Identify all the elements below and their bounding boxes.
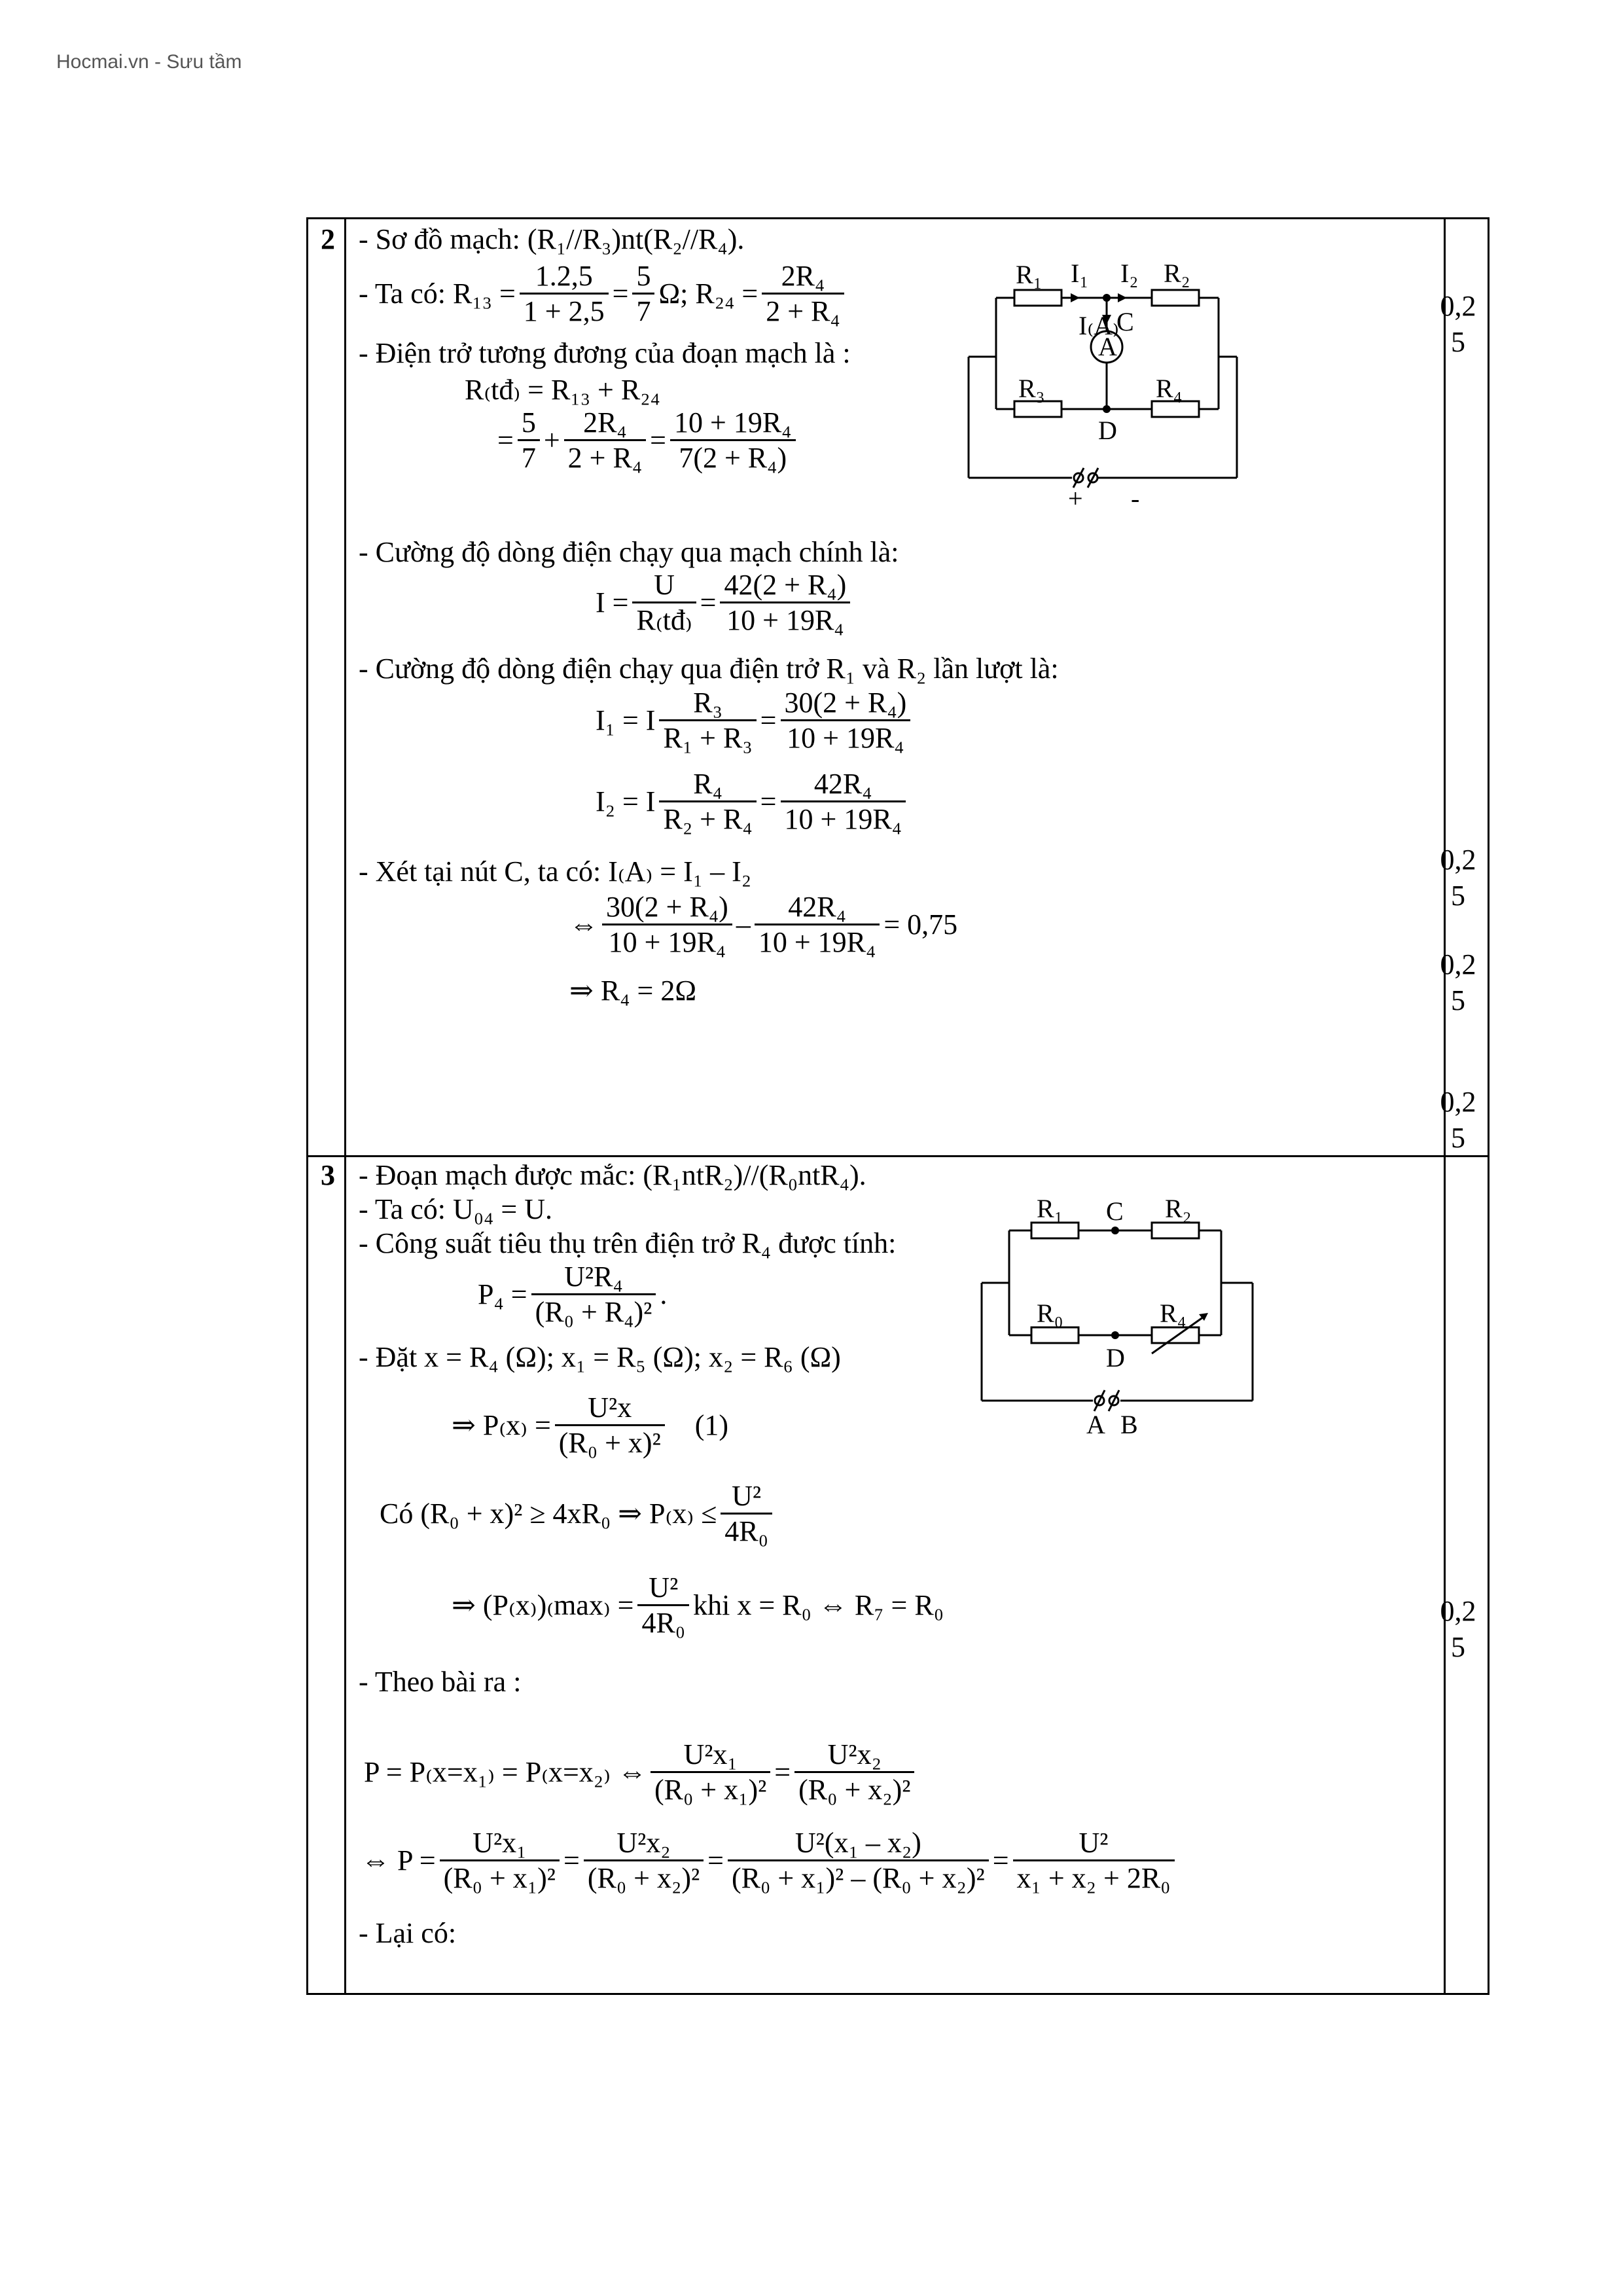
q2-c-num2: 42R₄	[755, 890, 880, 925]
q2-circuit-description: - Sơ đồ mạch: (R₁//R₃)nt(R₂//R₄).	[359, 223, 745, 255]
q3-c-r2-label: R₂	[1165, 1194, 1192, 1223]
q3-p-den2: (R₀ + x₂)²	[798, 1774, 911, 1806]
q3-p2-frac3	[728, 1826, 989, 1895]
q3-p-lhs: P = P₍x=x₁₎ = P₍x=x₂₎ ⇔	[364, 1756, 647, 1788]
q2-rtd-result-num: 10 + 19R₄	[670, 406, 796, 441]
q2-i2-equation	[596, 767, 910, 836]
q3-p2-lhs: ⇔ P =	[361, 1844, 436, 1876]
q2-rtd-expression	[497, 406, 800, 475]
q2-c-frac1	[602, 890, 732, 959]
q2-i-den2: 10 + 19R₄	[726, 604, 844, 636]
q2-r13-label: - Ta có: R₁₃ =	[359, 278, 516, 310]
q2-r13-den: 1 + 2,5	[523, 295, 605, 327]
q2-c-minus-label: -	[1131, 484, 1140, 507]
source-header: Hocmai.vn - Sưu tầm	[56, 51, 242, 73]
q3-c-terminal-b: B	[1120, 1410, 1138, 1439]
q2-rtd-eq: =	[497, 424, 514, 456]
q3-p4-num: U²R₄	[531, 1260, 656, 1295]
q2-c-den1: 10 + 19R₄	[608, 926, 726, 958]
q2-rtd-eq2: =	[650, 424, 666, 456]
q2-i2-frac1	[659, 767, 756, 836]
q2-i1-den1: R₁ + R₃	[663, 722, 753, 754]
q3-lai-co: - Lại có:	[359, 1917, 457, 1949]
q2-iff: ⇔	[569, 908, 598, 941]
q2-i1-frac1	[659, 686, 756, 755]
q2-c-node-c-label: C	[1116, 307, 1134, 336]
q2-i-eq: =	[700, 586, 717, 619]
q2-node-c-text: - Xét tại nút C, ta có: I₍A₎ = I₁ – I₂	[359, 855, 752, 888]
q3-circuit-description: - Đoạn mạch được mắc: (R₁ntR₂)//(R₀ntR₄).	[359, 1159, 866, 1191]
q3-px-equation	[452, 1391, 728, 1460]
q3-theo-bai-ra: - Theo bài ra :	[359, 1666, 522, 1698]
q2-rtd-sum: R₍tđ₎ = R₁₃ + R₂₄	[465, 374, 660, 406]
q3-px-frac	[555, 1391, 665, 1460]
q2-r24-fraction	[762, 259, 844, 328]
q3-p2-eq2: =	[707, 1844, 724, 1876]
question-2-number: 2	[321, 223, 335, 255]
q3-max-num: U²	[637, 1571, 689, 1606]
q2-i2-den2: 10 + 19R₄	[784, 803, 902, 835]
q3-p4-lhs: P₄ =	[478, 1278, 527, 1310]
q3-circuit-diagram	[975, 1191, 1276, 1460]
q3-inequality-frac	[721, 1479, 772, 1548]
score-q2-c: 0,2 5	[1440, 948, 1476, 1016]
q2-i2-lhs: I₂ = I	[596, 785, 656, 817]
q3-px-lhs: ⇒ P₍x₎ =	[452, 1409, 551, 1441]
q2-i-den1: R₍tđ₎	[636, 604, 692, 636]
q2-i-frac2	[720, 568, 850, 637]
score-q2-d: 0,2 5	[1440, 1086, 1476, 1154]
q3-variables-text: - Đặt x = R₄ (Ω); x₁ = R₅ (Ω); x₂ = R₆ (Ω)	[359, 1341, 841, 1373]
q2-rtd-result-den: 7(2 + R₄)	[679, 442, 787, 474]
q3-inequality	[380, 1479, 776, 1548]
solution-table	[306, 217, 1489, 1995]
score-q2-b: 0,2 5	[1440, 844, 1476, 912]
q3-max-rhs: khi x = R₀ ⇔ R₇ = R₀	[693, 1589, 944, 1621]
q2-i2-frac2	[781, 767, 906, 836]
q2-rtd-five: 5	[518, 406, 540, 441]
score-q2-a: 0,2 5	[1440, 290, 1476, 358]
q2-c-r2-label: R₂	[1164, 259, 1190, 288]
q2-five: 5	[632, 259, 654, 295]
q2-c-den2: 10 + 19R₄	[758, 926, 876, 958]
q3-px-tag: (1)	[694, 1409, 729, 1441]
q3-px-num: U²x	[555, 1391, 665, 1426]
q2-five-sevenths	[632, 259, 654, 328]
q2-main-current-text: - Cường độ dòng điện chạy qua mạch chính là:	[359, 536, 899, 568]
q2-i-lhs: I =	[596, 586, 629, 619]
q2-c-node-d-label: D	[1098, 416, 1117, 445]
q2-circuit-diagram	[955, 259, 1263, 507]
q3-p-den1: (R₀ + x₁)²	[654, 1774, 767, 1806]
q3-p2-den1: (R₀ + x₁)²	[443, 1862, 556, 1894]
q3-c-node-d-label: D	[1106, 1343, 1125, 1372]
q2-i1-equation	[596, 686, 914, 755]
q2-result: ⇒ R₄ = 2Ω	[569, 975, 697, 1007]
q3-p-chain-equation	[361, 1826, 1179, 1895]
q2-i-num1: U	[632, 568, 696, 603]
q2-c-i2-label: I₂	[1120, 259, 1139, 288]
q2-i1-den2: 10 + 19R₄	[787, 722, 904, 754]
q2-c-frac2	[755, 890, 880, 959]
q3-p-equation	[364, 1738, 918, 1806]
q3-c-r4-label: R₄	[1160, 1299, 1186, 1328]
q2-i-frac1	[632, 568, 696, 637]
q2-rtd-five-sevenths	[518, 406, 540, 475]
q2-node-c-equation	[569, 890, 957, 959]
q2-main-current-equation	[596, 568, 854, 637]
q2-i2-eq: =	[760, 785, 777, 817]
q2-i1-lhs: I₁ = I	[596, 704, 656, 736]
q2-r13-num: 1.2,5	[520, 259, 609, 295]
q2-c-plus-label: +	[1068, 484, 1083, 507]
q3-p4-frac	[531, 1260, 656, 1329]
q3-c-terminal-a: A	[1086, 1410, 1105, 1439]
q2-c-ammeter-label: A	[1098, 332, 1117, 361]
q2-rtd-seven: 7	[521, 442, 536, 474]
q2-i1-frac2	[781, 686, 911, 755]
q3-power-text: - Công suất tiêu thụ trên điện trở R₄ được tính:	[359, 1227, 897, 1259]
q2-rtd-r24-den: 2 + R₄	[567, 442, 643, 474]
q3-p-frac1	[651, 1738, 770, 1806]
q3-p-num1: U²x₁	[651, 1738, 770, 1773]
q2-r24-num: 2R₄	[762, 259, 844, 295]
q2-rtd-plus: +	[543, 424, 560, 456]
q2-rtd-r24-fraction	[564, 406, 647, 475]
q3-c-node-c-label: C	[1106, 1196, 1124, 1226]
q2-c-r4-label: R₄	[1156, 374, 1183, 403]
q3-c-r1-label: R₁	[1037, 1194, 1063, 1223]
q2-c-i1-label: I₁	[1071, 259, 1089, 288]
q3-voltage-text: - Ta có: U₀₄ = U.	[359, 1193, 552, 1225]
q3-p-frac2	[794, 1738, 914, 1806]
q3-inequality-text: Có (R₀ + x)² ≥ 4xR₀ ⇒ P₍x₎ ≤	[380, 1498, 717, 1530]
q3-max-den: 4R₀	[641, 1607, 686, 1639]
score-q3-a: 0,2 5	[1440, 1595, 1476, 1663]
q3-inequality-num: U²	[721, 1479, 772, 1515]
q2-r13-fraction	[520, 259, 609, 328]
q2-c-minus: –	[736, 908, 751, 941]
q2-i1-num1: R₃	[659, 686, 756, 721]
q2-rtd-r24-num: 2R₄	[564, 406, 647, 441]
q3-p2-num2: U²x₂	[584, 1826, 704, 1861]
question-3-number: 3	[321, 1159, 335, 1191]
q2-r24-den: 2 + R₄	[766, 295, 840, 327]
q3-p4-equation	[478, 1260, 667, 1329]
q3-p2-num1: U²x₁	[440, 1826, 560, 1861]
q2-c-r3-label: R₃	[1018, 374, 1045, 403]
q2-i1-eq: =	[760, 704, 777, 736]
q2-i2-num1: R₄	[659, 767, 756, 802]
q2-rtd-result-fraction	[670, 406, 796, 475]
q3-max-equation	[452, 1571, 944, 1640]
q3-max-lhs: ⇒ (P₍x₎)₍max₎ =	[452, 1589, 634, 1621]
q3-p2-frac1	[440, 1826, 560, 1895]
number-column-divider	[344, 219, 346, 1993]
q3-p2-eq3: =	[992, 1844, 1009, 1876]
q2-ohm-r24-label: Ω; R₂₄ =	[658, 278, 758, 310]
q2-i1-num2: 30(2 + R₄)	[781, 686, 911, 721]
q3-inequality-den: 4R₀	[724, 1515, 768, 1547]
q2-c-num1: 30(2 + R₄)	[602, 890, 732, 925]
q2-c-rhs: = 0,75	[883, 908, 958, 941]
q3-c-r0-label: R₀	[1037, 1299, 1063, 1328]
q2-branch-current-text: - Cường độ dòng điện chạy qua điện trở R₁ và R₂ lần lượt là:	[359, 653, 1059, 685]
q2-seven: 7	[636, 295, 651, 327]
q2-i-num2: 42(2 + R₄)	[720, 568, 850, 603]
q3-p2-eq1: =	[563, 1844, 580, 1876]
q2-i2-num2: 42R₄	[781, 767, 906, 802]
q3-p-num2: U²x₂	[794, 1738, 914, 1773]
q3-px-den: (R₀ + x)²	[558, 1427, 661, 1459]
q3-p4-den: (R₀ + R₄)²	[535, 1296, 652, 1328]
q2-c-ia-label: I₍A₎	[1079, 311, 1119, 340]
q3-p2-den4: x₁ + x₂ + 2R₀	[1016, 1862, 1171, 1894]
q3-p4-dot: .	[660, 1278, 668, 1310]
q2-equivalent-resistance-text: - Điện trở tương đương của đoạn mạch là :	[359, 337, 851, 369]
q2-r13-r24-equation	[359, 259, 848, 328]
row-divider	[308, 1155, 1488, 1157]
q2-i2-den1: R₂ + R₄	[663, 803, 753, 835]
q3-p2-num4: U²	[1013, 1826, 1175, 1861]
q3-p2-frac2	[584, 1826, 704, 1895]
q2-c-r1-label: R₁	[1016, 260, 1043, 289]
q2-eq-sign: =	[612, 278, 629, 310]
q3-p2-den3: (R₀ + x₁)² – (R₀ + x₂)²	[732, 1862, 985, 1894]
q3-max-frac	[637, 1571, 689, 1640]
q3-p2-frac4	[1013, 1826, 1175, 1895]
q3-p-eq: =	[774, 1756, 791, 1788]
q3-p2-num3: U²(x₁ – x₂)	[728, 1826, 989, 1861]
q3-p2-den2: (R₀ + x₂)²	[587, 1862, 700, 1894]
